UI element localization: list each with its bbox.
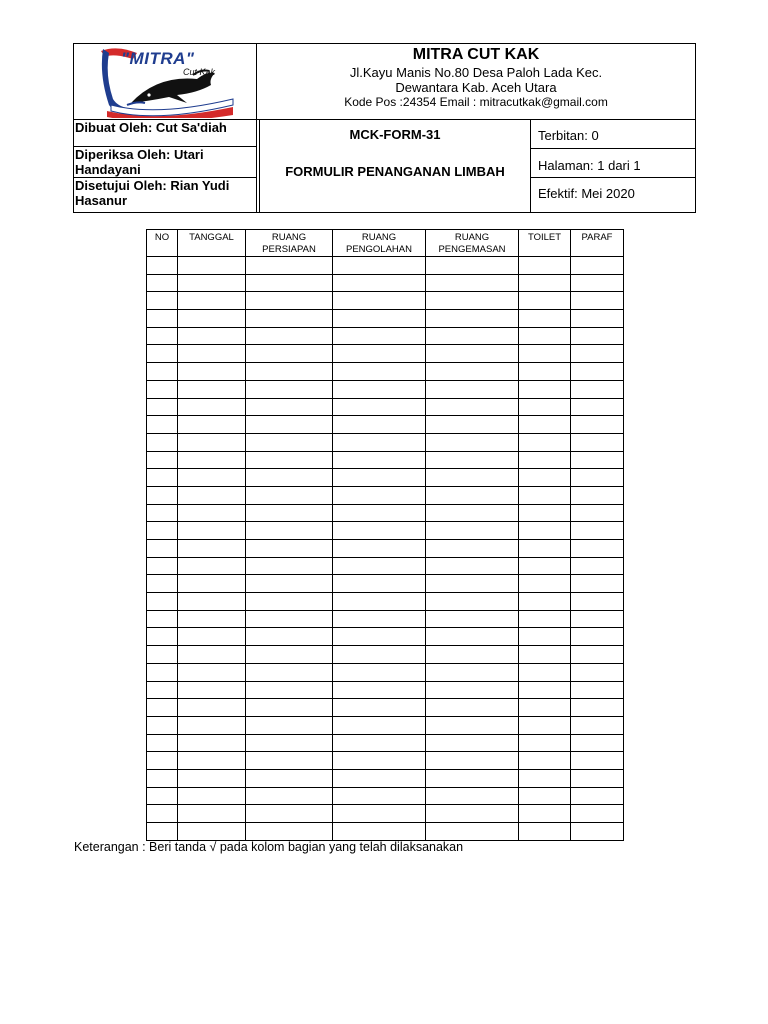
table-cell[interactable] [571, 699, 624, 717]
table-cell[interactable] [519, 769, 571, 787]
table-cell[interactable] [519, 823, 571, 841]
column-header-preparation-room: RUANG PERSIAPAN [246, 230, 333, 257]
table-cell[interactable] [571, 769, 624, 787]
table-cell[interactable] [246, 345, 333, 363]
table-cell[interactable] [178, 345, 246, 363]
table-cell[interactable] [178, 557, 246, 575]
column-header-processing-room: RUANG PENGOLAHAN [333, 230, 426, 257]
table-cell[interactable] [333, 327, 426, 345]
table-cell[interactable] [333, 363, 426, 381]
table-row [147, 646, 624, 664]
table-cell[interactable] [178, 327, 246, 345]
table-cell[interactable] [571, 522, 624, 540]
table-cell[interactable] [333, 716, 426, 734]
column-header-packaging-room: RUANG PENGEMASAN [426, 230, 519, 257]
table-cell[interactable] [426, 716, 519, 734]
table-cell[interactable] [147, 363, 178, 381]
table-cell[interactable] [333, 504, 426, 522]
table-cell[interactable] [571, 398, 624, 416]
table-row [147, 469, 624, 487]
table-cell[interactable] [571, 416, 624, 434]
table-cell[interactable] [519, 380, 571, 398]
logo-wordmark: "MITRA" [121, 49, 195, 68]
column-header-no: NO [147, 230, 178, 257]
table-cell[interactable] [519, 628, 571, 646]
table-cell[interactable] [519, 257, 571, 275]
table-cell[interactable] [571, 274, 624, 292]
table-cell[interactable] [246, 469, 333, 487]
table-cell[interactable] [426, 310, 519, 328]
table-cell[interactable] [246, 628, 333, 646]
table-cell[interactable] [333, 699, 426, 717]
table-cell[interactable] [571, 433, 624, 451]
table-cell[interactable] [519, 416, 571, 434]
column-header-initials: PARAF [571, 230, 624, 257]
table-cell[interactable] [519, 310, 571, 328]
table-cell[interactable] [519, 486, 571, 504]
table-cell[interactable] [426, 327, 519, 345]
table-cell[interactable] [426, 752, 519, 770]
table-cell[interactable] [178, 540, 246, 558]
table-cell[interactable] [178, 416, 246, 434]
approved-by-line2: Hasanur [75, 193, 128, 208]
approved-by-line1: Disetujui Oleh: Rian Yudi [75, 178, 230, 193]
table-cell[interactable] [246, 274, 333, 292]
table-row [147, 699, 624, 717]
table-cell[interactable] [571, 292, 624, 310]
table-cell[interactable] [178, 575, 246, 593]
table-cell[interactable] [426, 646, 519, 664]
table-cell[interactable] [571, 734, 624, 752]
table-cell[interactable] [246, 310, 333, 328]
table-cell[interactable] [178, 610, 246, 628]
table-cell[interactable] [333, 398, 426, 416]
table-cell[interactable] [246, 823, 333, 841]
table-row [147, 593, 624, 611]
table-cell[interactable] [426, 699, 519, 717]
table-cell[interactable] [178, 681, 246, 699]
table-cell[interactable] [571, 345, 624, 363]
table-cell[interactable] [178, 274, 246, 292]
table-cell[interactable] [519, 433, 571, 451]
table-cell[interactable] [178, 752, 246, 770]
table-cell[interactable] [246, 681, 333, 699]
table-row [147, 257, 624, 275]
table-cell[interactable] [147, 716, 178, 734]
table-cell[interactable] [246, 257, 333, 275]
table-cell[interactable] [246, 327, 333, 345]
table-cell[interactable] [519, 752, 571, 770]
table-cell[interactable] [333, 823, 426, 841]
header-divider [530, 177, 695, 178]
table-cell[interactable] [147, 451, 178, 469]
table-cell[interactable] [519, 451, 571, 469]
table-cell[interactable] [147, 628, 178, 646]
table-cell[interactable] [147, 292, 178, 310]
table-cell[interactable] [519, 557, 571, 575]
table-cell[interactable] [519, 540, 571, 558]
table-cell[interactable] [333, 805, 426, 823]
table-cell[interactable] [426, 663, 519, 681]
table-cell[interactable] [571, 575, 624, 593]
table-cell[interactable] [147, 646, 178, 664]
table-row [147, 805, 624, 823]
form-page: Halaman: 1 dari 1 [538, 158, 641, 173]
table-cell[interactable] [246, 699, 333, 717]
table-cell[interactable] [246, 752, 333, 770]
table-cell[interactable] [426, 540, 519, 558]
table-row [147, 433, 624, 451]
table-cell[interactable] [426, 257, 519, 275]
table-cell[interactable] [571, 486, 624, 504]
table-cell[interactable] [246, 433, 333, 451]
table-cell[interactable] [333, 380, 426, 398]
table-cell[interactable] [519, 292, 571, 310]
table-cell[interactable] [426, 628, 519, 646]
table-row [147, 327, 624, 345]
table-row [147, 823, 624, 841]
table-cell[interactable] [178, 310, 246, 328]
table-cell[interactable] [519, 398, 571, 416]
table-cell[interactable] [333, 681, 426, 699]
table-cell[interactable] [333, 593, 426, 611]
company-name: MITRA CUT KAK [412, 46, 540, 63]
table-cell[interactable] [178, 257, 246, 275]
table-cell[interactable] [333, 469, 426, 487]
table-row [147, 628, 624, 646]
table-cell[interactable] [178, 504, 246, 522]
table-cell[interactable] [571, 716, 624, 734]
table-cell[interactable] [519, 610, 571, 628]
table-cell[interactable] [333, 752, 426, 770]
table-cell[interactable] [333, 274, 426, 292]
table-cell[interactable] [571, 257, 624, 275]
table-cell[interactable] [426, 769, 519, 787]
table-cell[interactable] [147, 557, 178, 575]
table-cell[interactable] [147, 787, 178, 805]
company-contact: Kode Pos :24354 Email : mitracutkak@gmail.com [344, 95, 608, 109]
table-cell[interactable] [246, 522, 333, 540]
table-cell[interactable] [571, 628, 624, 646]
made-by: Dibuat Oleh: Cut Sa'diah [75, 120, 227, 135]
table-cell[interactable] [246, 363, 333, 381]
table-cell[interactable] [519, 522, 571, 540]
table-cell[interactable] [147, 699, 178, 717]
table-row [147, 769, 624, 787]
company-address-line2: Dewantara Kab. Aceh Utara [395, 80, 557, 95]
table-cell[interactable] [246, 486, 333, 504]
table-cell[interactable] [147, 504, 178, 522]
table-cell[interactable] [147, 257, 178, 275]
table-cell[interactable] [147, 823, 178, 841]
table-cell[interactable] [178, 805, 246, 823]
table-cell[interactable] [519, 805, 571, 823]
table-cell[interactable] [246, 593, 333, 611]
table-cell[interactable] [246, 769, 333, 787]
table-cell[interactable] [333, 522, 426, 540]
table-cell[interactable] [246, 575, 333, 593]
table-cell[interactable] [147, 380, 178, 398]
table-cell[interactable] [426, 380, 519, 398]
table-cell[interactable] [333, 628, 426, 646]
table-cell[interactable] [246, 734, 333, 752]
table-row [147, 787, 624, 805]
table-cell[interactable] [333, 769, 426, 787]
table-cell[interactable] [519, 593, 571, 611]
table-cell[interactable] [571, 787, 624, 805]
table-header-row [147, 230, 624, 257]
table-cell[interactable] [426, 593, 519, 611]
table-cell[interactable] [333, 433, 426, 451]
table-cell[interactable] [333, 257, 426, 275]
table-cell[interactable] [519, 504, 571, 522]
column-header-toilet: TOILET [519, 230, 571, 257]
table-row [147, 274, 624, 292]
table-row [147, 557, 624, 575]
table-cell[interactable] [426, 522, 519, 540]
table-cell[interactable] [147, 752, 178, 770]
table-row [147, 345, 624, 363]
table-cell[interactable] [519, 575, 571, 593]
table-cell[interactable] [426, 610, 519, 628]
table-cell[interactable] [246, 451, 333, 469]
table-cell[interactable] [333, 663, 426, 681]
table-cell[interactable] [178, 433, 246, 451]
table-cell[interactable] [333, 646, 426, 664]
table-cell[interactable] [178, 522, 246, 540]
table-cell[interactable] [571, 752, 624, 770]
table-cell[interactable] [571, 823, 624, 841]
table-cell[interactable] [571, 540, 624, 558]
table-cell[interactable] [426, 575, 519, 593]
table-cell[interactable] [178, 787, 246, 805]
table-row [147, 540, 624, 558]
table-row [147, 451, 624, 469]
form-title: FORMULIR PENANGANAN LIMBAH [285, 164, 505, 179]
table-cell[interactable] [519, 716, 571, 734]
form-code: MCK-FORM-31 [349, 127, 441, 142]
table-cell[interactable] [147, 575, 178, 593]
table-cell[interactable] [333, 310, 426, 328]
table-cell[interactable] [571, 610, 624, 628]
table-cell[interactable] [426, 274, 519, 292]
table-cell[interactable] [519, 787, 571, 805]
header-divider [530, 119, 531, 212]
table-row [147, 716, 624, 734]
table-cell[interactable] [571, 451, 624, 469]
table-cell[interactable] [246, 663, 333, 681]
table-cell[interactable] [147, 522, 178, 540]
table-cell[interactable] [333, 575, 426, 593]
table-cell[interactable] [519, 646, 571, 664]
table-cell[interactable] [246, 380, 333, 398]
table-row [147, 663, 624, 681]
table-cell[interactable] [426, 345, 519, 363]
table-cell[interactable] [333, 451, 426, 469]
table-cell[interactable] [147, 469, 178, 487]
table-cell[interactable] [333, 345, 426, 363]
table-cell[interactable] [571, 504, 624, 522]
table-cell[interactable] [426, 504, 519, 522]
header-divider [530, 148, 695, 149]
table-cell[interactable] [571, 310, 624, 328]
table-cell[interactable] [426, 823, 519, 841]
table-cell[interactable] [571, 327, 624, 345]
table-cell[interactable] [519, 363, 571, 381]
table-cell[interactable] [333, 610, 426, 628]
table-row [147, 504, 624, 522]
table-cell[interactable] [147, 310, 178, 328]
table-cell[interactable] [178, 593, 246, 611]
table-cell[interactable] [178, 486, 246, 504]
table-cell[interactable] [333, 486, 426, 504]
table-cell[interactable] [571, 663, 624, 681]
table-cell[interactable] [178, 628, 246, 646]
table-cell[interactable] [246, 805, 333, 823]
table-cell[interactable] [178, 734, 246, 752]
table-cell[interactable] [519, 734, 571, 752]
table-cell[interactable] [333, 734, 426, 752]
table-cell[interactable] [426, 398, 519, 416]
table-cell[interactable] [147, 805, 178, 823]
table-cell[interactable] [178, 823, 246, 841]
table-cell[interactable] [571, 646, 624, 664]
table-cell[interactable] [426, 363, 519, 381]
table-cell[interactable] [246, 398, 333, 416]
table-cell[interactable] [178, 769, 246, 787]
waste-log-table [146, 229, 624, 841]
table-cell[interactable] [178, 716, 246, 734]
document-header [73, 43, 696, 213]
table-row [147, 310, 624, 328]
table-cell[interactable] [246, 610, 333, 628]
table-cell[interactable] [246, 716, 333, 734]
table-cell[interactable] [333, 416, 426, 434]
table-cell[interactable] [246, 292, 333, 310]
table-cell[interactable] [571, 805, 624, 823]
table-cell[interactable] [333, 292, 426, 310]
table-cell[interactable] [147, 610, 178, 628]
column-header-date: TANGGAL [178, 230, 246, 257]
table-row [147, 292, 624, 310]
table-cell[interactable] [147, 593, 178, 611]
table-cell[interactable] [426, 681, 519, 699]
table-cell[interactable] [333, 540, 426, 558]
table-cell[interactable] [147, 398, 178, 416]
table-row [147, 681, 624, 699]
table-row [147, 363, 624, 381]
table-row [147, 610, 624, 628]
table-cell[interactable] [426, 787, 519, 805]
table-cell[interactable] [426, 451, 519, 469]
table-cell[interactable] [426, 557, 519, 575]
checked-by-line2: Handayani [75, 162, 141, 177]
table-cell[interactable] [147, 663, 178, 681]
table-cell[interactable] [178, 380, 246, 398]
table-cell[interactable] [246, 557, 333, 575]
table-cell[interactable] [147, 540, 178, 558]
table-cell[interactable] [426, 433, 519, 451]
table-row [147, 734, 624, 752]
table-cell[interactable] [246, 504, 333, 522]
company-logo [97, 45, 234, 118]
table-cell[interactable] [246, 416, 333, 434]
table-row [147, 416, 624, 434]
table-row [147, 486, 624, 504]
table-cell[interactable] [147, 433, 178, 451]
table-cell[interactable] [519, 699, 571, 717]
table-row [147, 380, 624, 398]
table-cell[interactable] [178, 663, 246, 681]
table-cell[interactable] [426, 734, 519, 752]
table-row [147, 575, 624, 593]
table-cell[interactable] [178, 292, 246, 310]
table-cell[interactable] [519, 469, 571, 487]
table-cell[interactable] [147, 769, 178, 787]
table-cell[interactable] [519, 681, 571, 699]
table-cell[interactable] [426, 469, 519, 487]
table-cell[interactable] [571, 593, 624, 611]
table-body [147, 257, 624, 841]
checked-by-line1: Diperiksa Oleh: Utari [75, 147, 204, 162]
form-effective: Efektif: Mei 2020 [538, 186, 635, 201]
table-cell[interactable] [147, 681, 178, 699]
table-cell[interactable] [519, 274, 571, 292]
table-row [147, 398, 624, 416]
table-cell[interactable] [178, 699, 246, 717]
logo-subtext: Cut Kak [183, 67, 216, 77]
table-row [147, 522, 624, 540]
table-cell[interactable] [178, 398, 246, 416]
table-cell[interactable] [147, 486, 178, 504]
table-cell[interactable] [147, 327, 178, 345]
table-row [147, 752, 624, 770]
table-cell[interactable] [333, 557, 426, 575]
table-cell[interactable] [246, 787, 333, 805]
table-cell[interactable] [178, 646, 246, 664]
table-cell[interactable] [178, 363, 246, 381]
table-cell[interactable] [519, 345, 571, 363]
table-cell[interactable] [246, 540, 333, 558]
table-cell[interactable] [571, 380, 624, 398]
table-cell[interactable] [426, 292, 519, 310]
table-cell[interactable] [246, 646, 333, 664]
table-cell[interactable] [178, 451, 246, 469]
table-cell[interactable] [147, 345, 178, 363]
table-cell[interactable] [147, 734, 178, 752]
company-address-line1: Jl.Kayu Manis No.80 Desa Paloh Lada Kec. [349, 65, 603, 80]
table-cell[interactable] [333, 787, 426, 805]
table-cell[interactable] [519, 327, 571, 345]
table-cell[interactable] [571, 363, 624, 381]
footnote: Keterangan : Beri tanda √ pada kolom bagian yang telah dilaksanakan [74, 840, 464, 854]
table-cell[interactable] [571, 681, 624, 699]
table-cell[interactable] [571, 557, 624, 575]
table-cell[interactable] [147, 274, 178, 292]
table-cell[interactable] [178, 469, 246, 487]
table-cell[interactable] [426, 805, 519, 823]
table-cell[interactable] [147, 416, 178, 434]
table-cell[interactable] [426, 486, 519, 504]
table-cell[interactable] [571, 469, 624, 487]
table-cell[interactable] [519, 663, 571, 681]
form-issue: Terbitan: 0 [538, 128, 599, 143]
table-cell[interactable] [426, 416, 519, 434]
